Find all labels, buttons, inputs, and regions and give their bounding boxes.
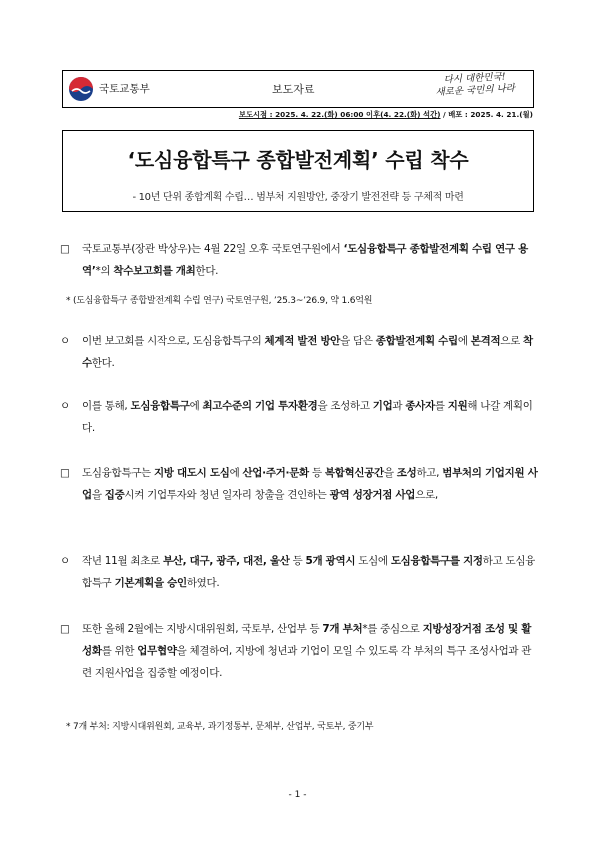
text: 하였다. <box>186 577 220 589</box>
bold-text: 산업·주거·문화 <box>242 467 309 479</box>
square-bullet-icon: □ <box>60 623 70 635</box>
embargo-time: 보도시점 : 2025. 4. 22.(화) 06:00 이후(4. 22.(화) 석간) <box>238 110 441 119</box>
government-emblem-icon <box>68 76 94 102</box>
bold-text: 지방성장거점 조성 및 활성화 <box>82 623 532 657</box>
text: 한다. <box>195 265 219 277</box>
slogan-line-1: 다시 대한민국! <box>443 71 506 86</box>
text: *의 <box>95 265 114 277</box>
bold-text: 5개 광역시 <box>305 555 356 567</box>
text: 이를 통해, <box>82 400 131 412</box>
paragraph-4 <box>60 462 540 506</box>
text: 시켜 기업투자와 청년 일자리 창출을 견인하는 <box>124 489 330 501</box>
text: 과 <box>392 400 406 412</box>
text: 또한 올해 2월에는 지방시대위원회, 국토부, 산업부 등 <box>82 623 323 635</box>
text: 작년 11월 최초로 <box>82 555 163 567</box>
text: *를 중심으로 <box>362 623 423 635</box>
page-subtitle: - 10년 단위 종합계획 수립… 범부처 지원방안, 중장기 발전전략 등 구체적 마련 <box>132 192 464 203</box>
paragraph-5 <box>60 550 540 594</box>
release-label: 보도자료 <box>272 83 315 96</box>
bold-text: 집중 <box>104 489 125 501</box>
circle-bullet-icon: ㅇ <box>60 555 70 567</box>
bold-text: 기본계획을 승인 <box>114 577 187 589</box>
text: 하고 도심융합특구 <box>82 555 536 589</box>
circle-bullet-icon: ㅇ <box>60 335 70 347</box>
text: 을 <box>91 489 105 501</box>
square-bullet-icon: □ <box>60 243 70 255</box>
circle-bullet-icon: ㅇ <box>60 400 70 412</box>
bold-text: 광역 성장거점 사업 <box>329 489 416 501</box>
bold-text: 조성 <box>396 467 417 479</box>
text: 등 <box>308 467 325 479</box>
paragraph-2 <box>60 330 540 374</box>
bold-text: ‘도심융합특구 종합발전계획 수립 연구 용역’ <box>82 243 528 277</box>
paragraph-3 <box>60 395 540 439</box>
text: 에 <box>229 467 243 479</box>
text: 을 담은 <box>340 335 376 347</box>
text: 등 <box>289 555 306 567</box>
text: 국토교통부(장관 박상우)는 4월 22일 오후 국토연구원에서 <box>82 243 344 255</box>
bold-text: 7개 부처 <box>322 623 363 635</box>
page-number: - 1 - <box>288 790 307 800</box>
text: 도심에 <box>355 555 391 567</box>
bold-text: 최고수준의 기업 투자환경 <box>202 400 318 412</box>
bold-text: 종합발전계획 수립 <box>375 335 458 347</box>
footnote-2: * 7개 부처: 지방시대위원회, 교육부, 과기정통부, 문체부, 산업부, 국토부, 중기부 <box>66 722 374 732</box>
text: 으로 <box>500 335 524 347</box>
text: 도심융합특구는 <box>82 467 154 479</box>
bold-text: 지원 <box>447 400 468 412</box>
ministry-name: 국토교통부 <box>99 83 150 95</box>
text: 해 나갈 계획이다. <box>82 400 533 434</box>
footnote-1: * (도심융합특구 종합발전계획 수립 연구) 국토연구원, ’25.3~’26.9, 약 1.6억원 <box>66 296 373 306</box>
page-title: ‘도심융합특구 종합발전계획’ 수립 착수 <box>127 148 469 172</box>
bold-text: 도심융합특구를 지정 <box>390 555 483 567</box>
text: 를 위한 <box>101 645 138 657</box>
text: 에 <box>189 400 203 412</box>
slogan-line-2: 새로운 국민의 나라 <box>435 82 516 99</box>
bold-text: 종사자 <box>405 400 435 412</box>
bold-text: 기업 <box>372 400 393 412</box>
text: 한다. <box>91 357 115 369</box>
bold-text: 범부처의 기업지원 사업 <box>82 467 538 501</box>
bold-text: 복합혁신공간 <box>324 467 384 479</box>
paragraph-1 <box>60 238 540 282</box>
paragraph-6 <box>60 618 540 684</box>
bold-text: 본격적 <box>470 335 501 347</box>
bold-text: 지방 대도시 도심 <box>153 467 230 479</box>
bold-text: 업무협약 <box>137 645 177 657</box>
square-bullet-icon: □ <box>60 467 70 479</box>
bold-text: 착수 <box>82 335 533 369</box>
bold-text: 부산, 대구, 광주, 대전, 울산 <box>162 555 290 567</box>
text: 를 <box>434 400 448 412</box>
text: 을 체결하여, 지방에 청년과 기업이 모일 수 있도록 각 부처의 특구 조성사업과 관련 지원사업을 집중할 예정이다. <box>82 645 532 679</box>
text: 을 <box>383 467 397 479</box>
distribution-date: / 배포 : 2025. 4. 21.(월) <box>440 110 533 119</box>
text: 에 <box>457 335 471 347</box>
bold-text: 체계적 발전 방안 <box>264 335 341 347</box>
bold-text: 착수보고회를 개최 <box>113 265 196 277</box>
text: 을 조성하고 <box>317 400 373 412</box>
text: 하고, <box>416 467 443 479</box>
embargo-line <box>239 110 533 120</box>
text: 이번 보고회를 시작으로, 도심융합특구의 <box>82 335 265 347</box>
bold-text: 도심융합특구 <box>130 400 190 412</box>
text: 으로, <box>415 489 438 501</box>
